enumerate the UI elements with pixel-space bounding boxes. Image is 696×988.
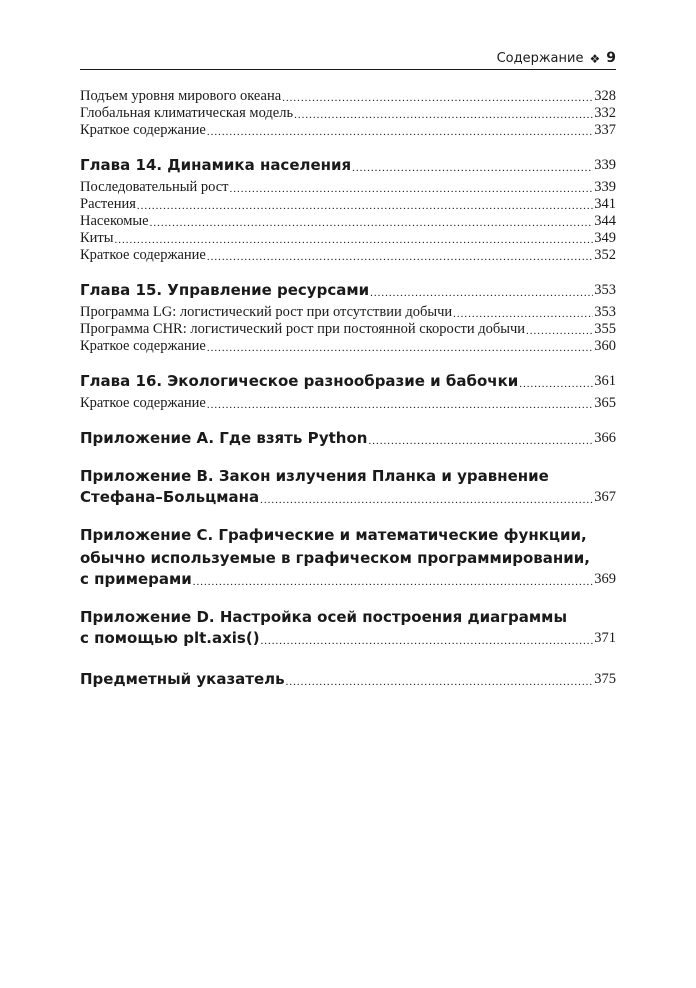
chapter-page: 353: [594, 282, 616, 298]
toc-entry[interactable]: [80, 179, 616, 196]
toc-entry[interactable]: [80, 230, 616, 247]
toc-appendix-c[interactable]: [80, 524, 616, 589]
running-header: [80, 46, 616, 70]
toc-entry[interactable]: [80, 247, 616, 264]
appendix-title: Приложение A. Где взять Python: [80, 429, 368, 447]
toc-entry-page: 339: [594, 179, 616, 195]
toc-entry[interactable]: [80, 213, 616, 230]
toc-entry-title: Подъем уровня мирового океана: [80, 88, 282, 104]
dot-leader: [286, 675, 594, 689]
chapter-page: 339: [594, 157, 616, 173]
dot-leader: [150, 216, 594, 230]
appendix-page: 369: [594, 571, 616, 587]
dot-leader: [370, 286, 593, 300]
toc-entry-title: Растения: [80, 196, 136, 212]
dot-leader: [207, 250, 593, 264]
appendix-title-line: Приложение D. Настройка осей построения диаграммы: [80, 608, 568, 626]
appendix-title-line: Приложение B. Закон излучения Планка и уравнение: [80, 467, 549, 485]
toc-chapter-16[interactable]: [80, 372, 616, 391]
dot-leader: [294, 108, 593, 122]
dot-leader: [260, 493, 593, 507]
toc-entry[interactable]: [80, 338, 616, 355]
toc-entry-page: 365: [594, 395, 616, 411]
appendix-last-line: [80, 629, 616, 648]
dot-leader: [137, 199, 593, 213]
dot-leader: [207, 125, 593, 139]
dot-leader: [352, 161, 593, 175]
toc-entry-page: 353: [594, 304, 616, 320]
appendix-title-line: с помощью plt.axis(): [80, 629, 260, 647]
toc-entry[interactable]: [80, 88, 616, 105]
toc-chapter-15[interactable]: [80, 281, 616, 300]
appendix-title-line: с примерами: [80, 570, 192, 588]
index-page: 375: [594, 671, 616, 687]
header-section-title: Содержание: [496, 51, 584, 66]
dot-leader: [368, 434, 593, 448]
appendix-title-line: Приложение C. Графические и математические функции,: [80, 526, 587, 544]
dot-leader: [453, 307, 593, 321]
toc-entry-title: Краткое содержание: [80, 338, 206, 354]
dot-leader: [207, 341, 593, 355]
toc-entry-title: Краткое содержание: [80, 247, 206, 263]
dot-leader: [261, 634, 594, 648]
toc-appendix-b[interactable]: [80, 465, 616, 507]
dot-leader: [282, 91, 593, 105]
dot-leader: [115, 233, 594, 247]
dot-leader: [207, 398, 593, 412]
toc-entry-page: 332: [594, 105, 616, 121]
toc-entry[interactable]: [80, 395, 616, 412]
toc-entry-page: 328: [594, 88, 616, 104]
toc-entry[interactable]: [80, 105, 616, 122]
table-of-contents: [80, 88, 616, 689]
chapter-title: Глава 15. Управление ресурсами: [80, 281, 370, 299]
toc-entry-title: Краткое содержание: [80, 122, 206, 138]
toc-entry-title: Насекомые: [80, 213, 149, 229]
toc-entry-page: 352: [594, 247, 616, 263]
dot-leader: [193, 575, 593, 589]
appendix-title-line: обычно используемые в графическом программировании,: [80, 549, 590, 567]
toc-entry-title: Киты: [80, 230, 114, 246]
toc-entry-title: Глобальная климатическая модель: [80, 105, 294, 121]
toc-index[interactable]: [80, 670, 616, 689]
dot-leader: [526, 324, 593, 338]
header-page-number: 9: [606, 50, 616, 66]
toc-chapter-14[interactable]: [80, 156, 616, 175]
appendix-page: 367: [594, 489, 616, 505]
toc-appendix-d[interactable]: [80, 606, 616, 648]
toc-entry-title: Последовательный рост: [80, 179, 229, 195]
toc-entry-title: Краткое содержание: [80, 395, 206, 411]
toc-entry-title: Программа CHR: логистический рост при постоянной скорости добычи: [80, 321, 526, 337]
appendix-page: 366: [594, 430, 616, 446]
toc-entry[interactable]: [80, 122, 616, 139]
toc-entry[interactable]: [80, 321, 616, 338]
dot-leader: [519, 377, 593, 391]
toc-entry-title: Программа LG: логистический рост при отсутствии добычи: [80, 304, 453, 320]
toc-entry-page: 341: [594, 196, 616, 212]
appendix-last-line: [80, 570, 616, 589]
chapter-page: 361: [594, 373, 616, 389]
fleuron-icon: ❖: [589, 52, 601, 66]
toc-entry-page: 355: [594, 321, 616, 337]
toc-entry[interactable]: [80, 304, 616, 321]
toc-entry-page: 360: [594, 338, 616, 354]
toc-entry-page: 337: [594, 122, 616, 138]
appendix-page: 371: [594, 630, 616, 646]
appendix-last-line: [80, 488, 616, 507]
toc-entry-page: 344: [594, 213, 616, 229]
toc-appendix-a[interactable]: [80, 429, 616, 448]
toc-entry[interactable]: [80, 196, 616, 213]
appendix-title-line: Стефана–Больцмана: [80, 488, 260, 506]
chapter-title: Глава 14. Динамика населения: [80, 156, 352, 174]
index-title: Предметный указатель: [80, 670, 285, 688]
chapter-title: Глава 16. Экологическое разнообразие и бабочки: [80, 372, 519, 390]
toc-entry-page: 349: [594, 230, 616, 246]
dot-leader: [229, 182, 593, 196]
